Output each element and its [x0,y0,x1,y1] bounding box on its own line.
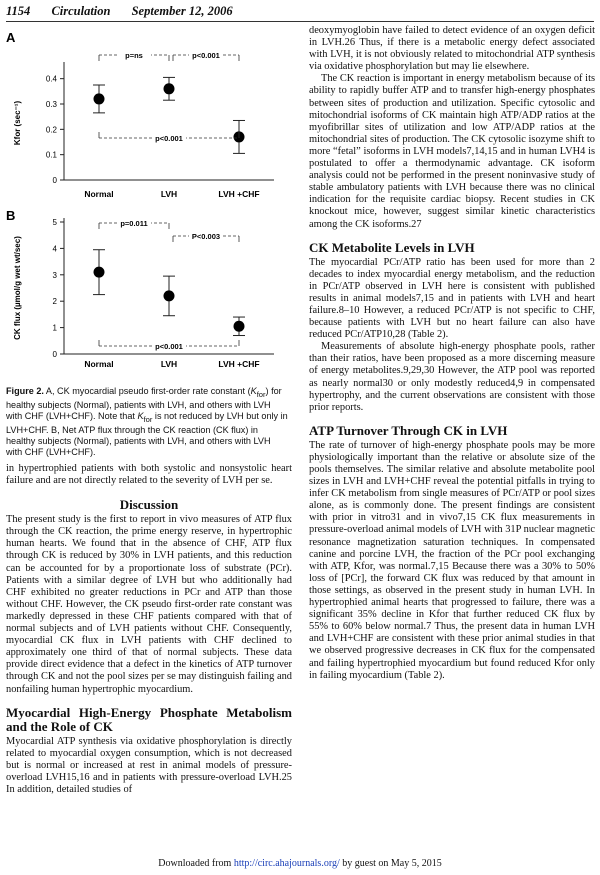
download-footer [0,858,600,869]
comparison-label: p<0.001 [155,342,183,351]
category-label: LVH [160,359,178,369]
right-paragraph-1: deoxymyoglobin have failed to detect evidence of an oxygen deficit in LVH.26 Thus, if there is a metabolic energy defect associated with LVH, it is not obviously related to mitochondrial ATP synthesis via oxidative phosphorylation but may lie elsewhere. [309,25,595,73]
page-number: 1154 [6,4,31,18]
footer-suffix: by guest on May 5, 2015 [339,858,442,869]
comparison-label: p<0.001 [192,51,220,60]
comparison-label: p<0.001 [155,134,183,143]
data-point [164,83,175,94]
figure-panel-b [4,206,294,376]
y-tick-label: 0 [52,176,57,185]
y-tick-label: 0.2 [45,125,57,135]
comparison-label: p=0.011 [120,219,148,228]
y-tick-label: 2 [52,297,57,307]
y-tick-label: 0 [52,350,57,359]
y-tick-label: 1 [52,323,57,333]
data-point [234,321,245,332]
header-rule [6,21,594,22]
y-tick-label: 0.4 [45,74,57,84]
category-label: LVH +CHF [218,359,260,369]
comparison-label: p=ns [125,51,143,60]
data-point [94,93,105,104]
category-label: Normal [84,359,114,369]
data-point [94,267,105,278]
category-label: LVH [160,189,178,199]
ck-metabolite-paragraph-1: The myocardial PCr/ATP ratio has been used for more than 2 decades to index myocardial energy metabolism, and the reduction in PCr/ATP observed in LVH here is consistent with published results in animal models7,15 and in patients with LVH and heart failure.8–10 However, a reduced PCr/ATP is not specific to CHF, because patients with LVH but no heart failure can also have reduced PCr/ATP10,28 (Table 2). [309,256,595,341]
figure-panel-a [4,28,294,206]
y-axis-label: CK flux (µmol/g wet wt/sec) [13,236,22,340]
y-tick-label: 3 [52,270,57,280]
y-tick-label: 5 [52,218,57,227]
panel-letter: A [6,30,16,45]
ck-metabolite-paragraph-2: Measurements of absolute high-energy phosphate pools, rather than their ratios, have been proposed as a more discerning measure of energy metabolites.9,29,30 However, the ATP pool was reported as nearly normal30 or only modestly reduced4,9 in compensated hypertrophy, and the current observations are consistent with those prior reports. [309,341,595,413]
left-column [6,463,292,796]
journal-name: Circulation [51,4,111,18]
y-tick-label: 0.1 [45,150,57,160]
issue-date: September 12, 2006 [131,4,233,18]
atp-turnover-paragraph: The rate of turnover of high-energy phosphate pools may be more physiologically important than the relative or absolute size of the pools themselves. The similar relative and absolute metabolite pool sizes in LVH and LVH+CHF reveal the potential pitfalls in trying to infer CK metabolism from single measures of PCr/ATP or pool sizes alone, as is commonly done. The present findings are consistent with prior in vitro31 and in vivo7,15 CK flux measurements in pressure-overload animal models of LVH with 31P nuclear magnetic resonance magnetization saturation techniques. In compensated canine and porcine LVH, the fraction of the PCr pool exchanging with ATP, Kfor, was normal.7,15 Because there was a 30% to 50% loss of [PCr], the forward CK flux was reduced by that amount in those settings, as observed in the present study in human LVH. In hypertrophied animal hearts that progressed to failure, there was a significant 35% decline in Kfor that further reduced CK flux by 55% to 60% below normal.7 Thus, the present data in human LVH and LVH+CHF are consistent with these prior animal studies in that we observed progressive decreases in CK flux for the compensated and failing hypertrophied myocardium but found reduced Kfor only in failing myocardium (Table 2). [309,439,595,681]
continuation-paragraph: in hypertrophied patients with both systolic and nonsystolic heart failure and are not directly related to the severity of LVH per se. [6,463,292,487]
category-label: LVH +CHF [218,189,260,199]
running-head [6,4,596,20]
y-tick-label: 0.3 [45,100,57,109]
footer-prefix: Downloaded from [158,858,234,869]
discussion-paragraph: The present study is the first to report in vivo measures of ATP flux through the CK reaction, the prime energy reserve, in hypertrophic human hearts. We found that in the absence of CHF, ATP flux through CK is reduced by 30% in LVH patients, and this reduction can be accounted for by a proportionate loss of substrate (PCr). Patients with a similar degree of LVH but who additionally had CHF exhibited no greater reductions in PCr and ATP than those without CHF. However, the CK pseudo first-order rate constant was markedly depressed in these CHF patients compared with that of normal subjects and of LVH patients without CHF. Consequently, myocardial CK flux in LVH patients with CHF declined to approximately one third of that of normal subjects. These data provide direct evidence that a defect in the kinetics of ATP turnover through CK and not the pool sizes per se may distinguish failing and nonfailing human hypertrophic myocardium. [6,514,292,695]
comparison-label: P<0.003 [191,232,221,241]
mhep-heading: Myocardial High-Energy Phosphate Metabolism and the Role of CK [6,704,292,734]
atp-turnover-heading: ATP Turnover Through CK in LVH [309,422,508,438]
discussion-heading: Discussion [119,497,179,513]
y-tick-label: 4 [52,244,57,254]
mhep-paragraph: Myocardial ATP synthesis via oxidative phosphorylation is directly related to myocardial oxygen consumption, which is not decreased but is normal or increased at rest in animal models of pressure-overload LVH15,16 and in patients with pressure-overload LVH.25 In addition, detailed studies of [6,735,292,795]
footer-link[interactable]: http://circ.ahajournals.org/ [233,858,340,869]
figure-caption: Figure 2. A, CK myocardial pseudo first-order rate constant $(K_{for})$ for healthy subjects (Normal), patients with LVH, and others with LVH with CHF (LVH+CHF). Note that $K_{for}$ is not reduced by LVH but only in LVH+CHF. B, Net ATP flux through the CK reaction (CK flux) in healthy subjects (Normal), patients with LVH, and others with LVH with CHF (LVH+CHF). [6,386,288,457]
y-axis-label: Kfor (sec⁻¹) [13,100,22,146]
right-paragraph-2: The CK reaction is important in energy metabolism because of its ability to rapidly buffer ATP and to transfer high-energy phosphates between sites of production and utilization. Specific cytosolic and mitochondrial isoforms of CK maintain high ATP/ADP ratios at the myofibrillar sites of utilization and low ATP/ADP ratios at the mitochondrial sites of production. The CK cytosolic isozyme shift to more “fetal” isoforms in LVH models7,14,15 and in human LVH4 is postulated to offer a thermodynamic advantage. CK isoform analysis could not be performed in the present noninvasive study of stable ambulatory patients with LVH because there was no clinical indication for the requisite cardiac biopsy. Recent studies in CK knockout mice, however, suggest similar kinetic characteristics among the CK isoforms.27 [309,73,595,230]
category-label: Normal [84,189,114,199]
ck-metabolite-heading: CK Metabolite Levels in LVH [309,239,475,255]
right-column [309,25,595,682]
panel-letter: B [6,208,16,223]
data-point [164,290,175,301]
